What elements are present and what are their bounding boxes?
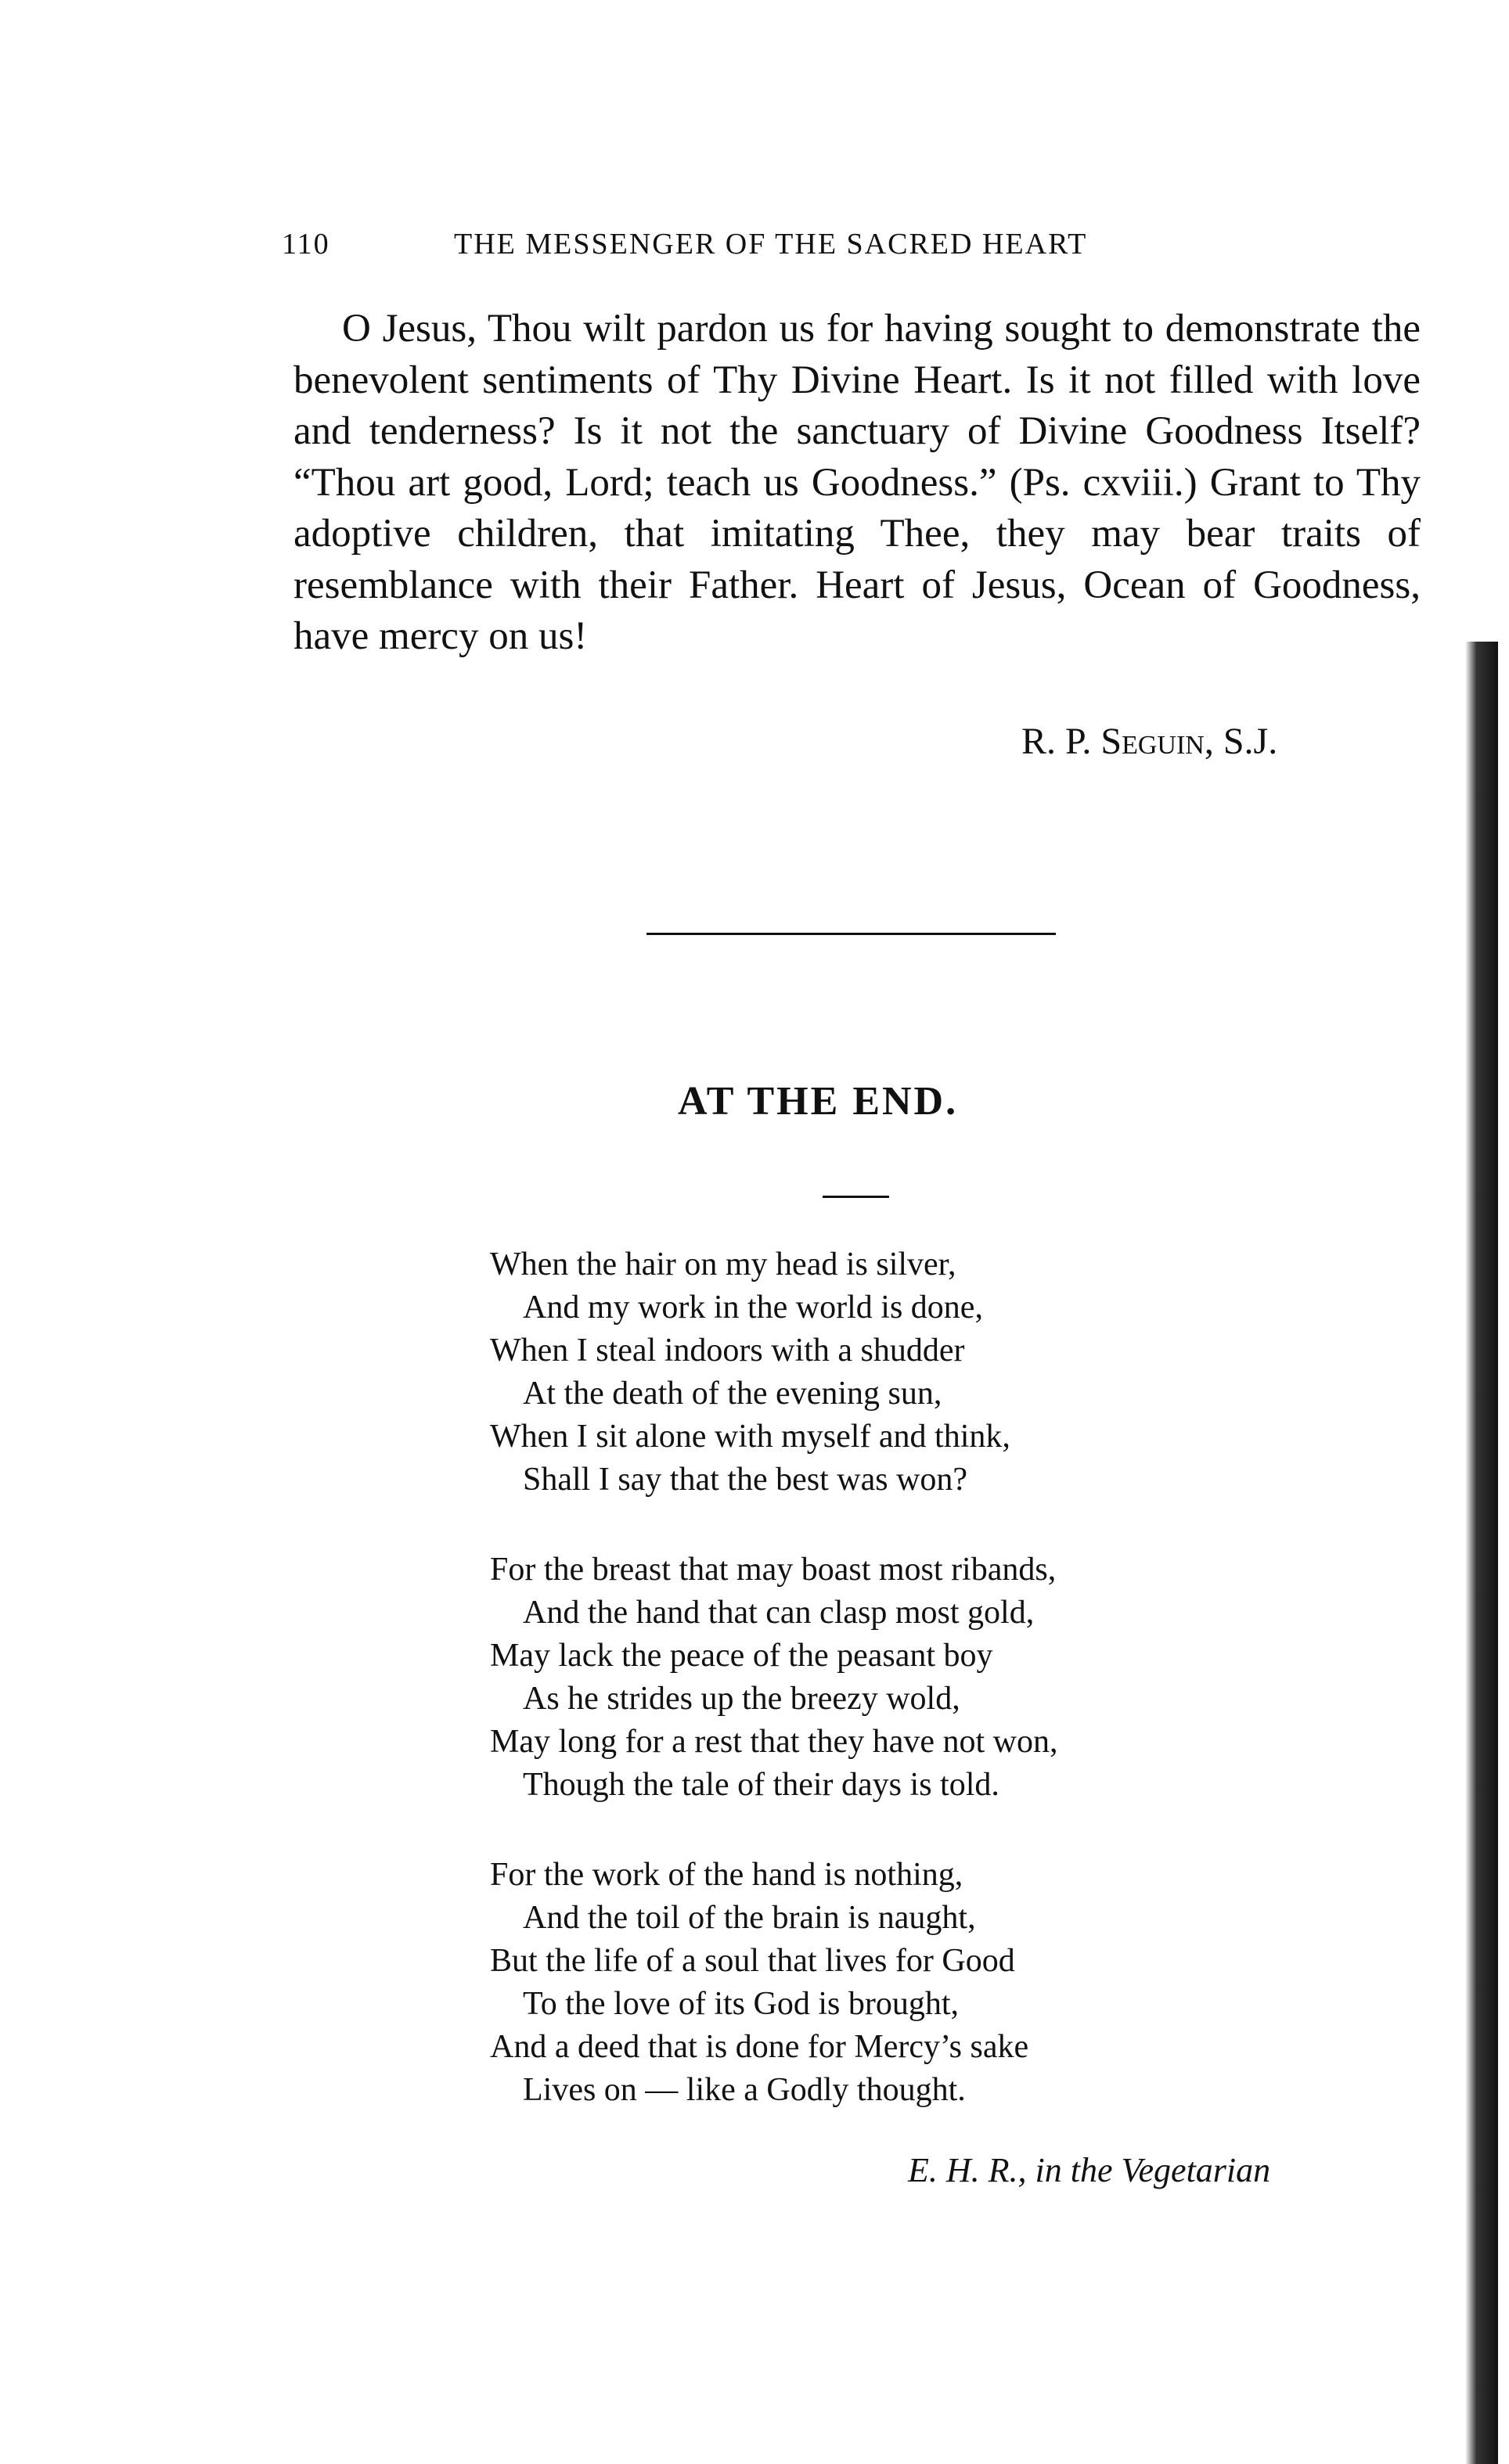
poem-line: Though the tale of their days is told. xyxy=(523,1767,999,1803)
journal-title: THE MESSENGER OF THE SACRED HEART xyxy=(454,228,1088,261)
poem-stanza-3 xyxy=(490,1854,1273,2112)
title-rule xyxy=(823,1196,889,1198)
poem-line: And the hand that can clasp most gold, xyxy=(523,1595,1035,1631)
poem-title: AT THE END. xyxy=(678,1079,959,1124)
poem-line: To the love of its God is brought, xyxy=(523,1986,960,2022)
poem-line: May long for a rest that they have not won, xyxy=(490,1724,1058,1760)
poem-line: And a deed that is done for Mercy’s sake xyxy=(490,2029,1029,2065)
prose-section xyxy=(294,304,1421,663)
page-edge-shadow xyxy=(1465,642,1498,2464)
poem-line: Lives on — like a Godly thought. xyxy=(523,2072,966,2108)
poem-stanza-1 xyxy=(490,1243,1273,1502)
poem-line: When I steal indoors with a shudder xyxy=(490,1333,965,1369)
section-divider xyxy=(646,933,1056,935)
poem-line: Shall I say that the best was won? xyxy=(523,1462,968,1498)
prose-paragraph: O Jesus, Thou wilt pardon us for having sought to demonstrate the benevolent sentiments of Thy Divine Heart. Is it not filled with love and tenderness? Is it not the sanctuary of Divine Goodness Itself? “Thou art good, Lord; teach us Goodness.” (Ps. cxviii.) Grant to Thy adoptive children, that imitating Thee, they may bear traits of resemblance with their Father. Heart of Jesus, Ocean of Goodness, have mercy on us! xyxy=(294,307,1421,658)
poem-line: When I sit alone with myself and think, xyxy=(490,1419,1010,1455)
poem-line: As he strides up the breezy wold, xyxy=(523,1681,960,1717)
poem-line: At the death of the evening sun, xyxy=(523,1376,942,1412)
poem-line: But the life of a soul that lives for Good xyxy=(490,1943,1015,1979)
poem-line: When the hair on my head is silver, xyxy=(490,1246,956,1282)
poem-line: For the work of the hand is nothing, xyxy=(490,1857,963,1893)
poem-stanza-2 xyxy=(490,1549,1273,1807)
poem-line: For the breast that may boast most ribands, xyxy=(490,1552,1057,1588)
poem-credit: E. H. R., in the Vegetarian xyxy=(908,2151,1271,2189)
poem-line: May lack the peace of the peasant boy xyxy=(490,1638,993,1674)
poem-line: And my work in the world is done, xyxy=(523,1290,983,1326)
running-head xyxy=(282,227,1276,266)
poem-line: And the toil of the brain is naught, xyxy=(523,1900,976,1936)
prose-signature: R. P. Seguin, S.J. xyxy=(1021,721,1278,762)
page-number: 110 xyxy=(282,228,330,261)
